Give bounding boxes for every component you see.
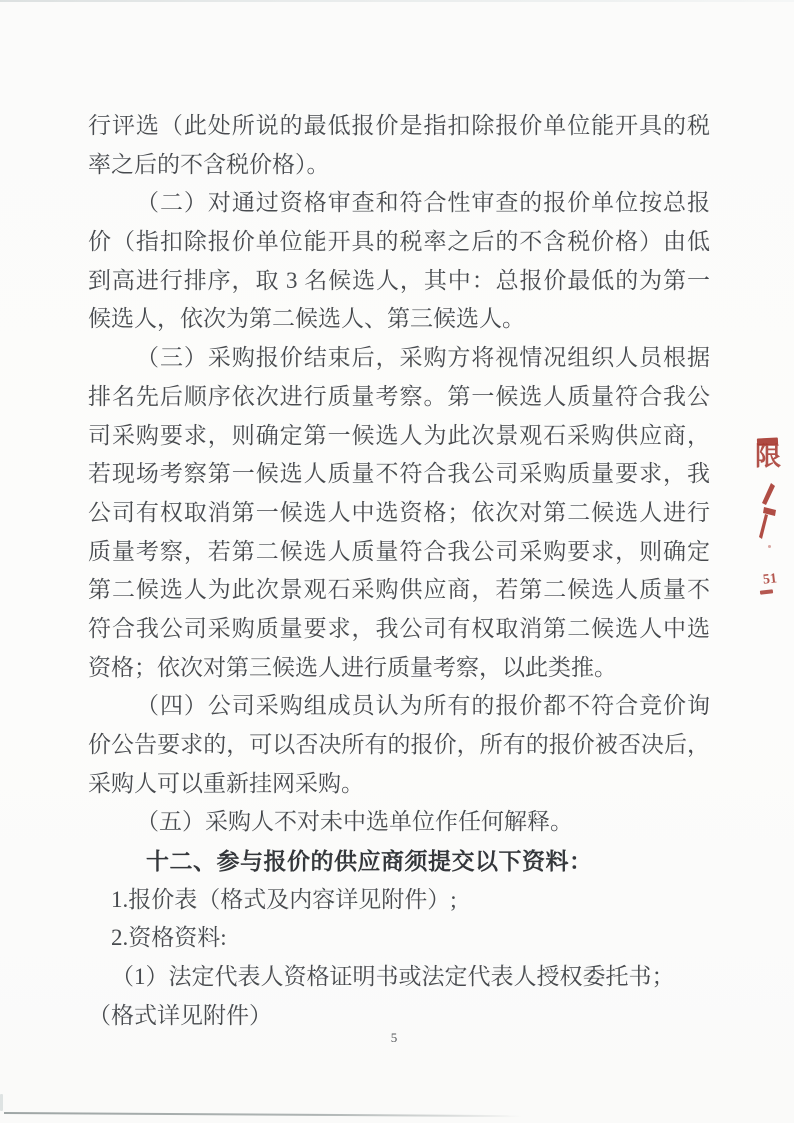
seal-fragment-underbar bbox=[760, 589, 773, 594]
body-line: （格式详见附件） bbox=[88, 1002, 272, 1028]
section-heading: 十二、参与报价的供应商须提交以下资料： bbox=[146, 848, 593, 875]
body-line: 候选人，依次为第二候选人、第三候选人。 bbox=[88, 306, 525, 332]
scan-edge-artifact-top bbox=[0, 0, 794, 2]
body-line: （五）采购人不对未中选单位作任何解释。 bbox=[136, 809, 573, 835]
body-line: 价公告要求的，可以否决所有的报价，所有的报价被否决后， bbox=[88, 732, 710, 757]
body-line: （四）公司采购组成员认为所有的报价都不符合竞价询 bbox=[136, 693, 710, 719]
document-body bbox=[88, 107, 710, 1036]
body-line: 符合我公司采购质量要求，我公司有权取消第二候选人中选 bbox=[88, 615, 710, 641]
body-line: 率之后的不含税价格）。 bbox=[88, 151, 330, 177]
page-number: 5 bbox=[390, 1030, 398, 1045]
body-line: 公司有权取消第一候选人中选资格；依次对第二候选人进行 bbox=[88, 499, 710, 525]
seal-fragment-dot bbox=[768, 545, 771, 548]
body-line: 第二候选人为此次景观石采购供应商，若第二候选人质量不 bbox=[88, 577, 710, 603]
body-line: 司采购要求，则确定第一候选人为此次景观石采购供应商， bbox=[88, 422, 710, 448]
body-line: （二）对通过资格审查和符合性审查的报价单位按总报 bbox=[136, 190, 710, 216]
body-line: 采购人可以重新挂网采购。 bbox=[88, 770, 364, 796]
body-line: 排名先后顺序依次进行质量考察。第一候选人质量符合我公 bbox=[88, 383, 710, 409]
body-line: 行评选（此处所说的最低报价是指扣除报价单位能开具的税 bbox=[88, 113, 710, 138]
seal-fragment-char: 限 bbox=[755, 442, 782, 471]
body-line: （三）采购报价结束后，采购方将视情况组织人员根据 bbox=[136, 345, 710, 371]
seal-fragment-numerals: 51 bbox=[762, 571, 778, 588]
body-line: 质量考察，若第二候选人质量符合我公司采购要求，则确定 bbox=[88, 538, 710, 564]
body-line: 到高进行排序，取 3 名候选人，其中：总报价最低的为第一 bbox=[88, 267, 710, 293]
seal-fragment-stroke-icon bbox=[757, 483, 777, 544]
body-line: 价（指扣除报价单位能开具的税率之后的不含税价格）由低 bbox=[88, 229, 710, 255]
body-line: 2.资格资料: bbox=[111, 925, 227, 951]
body-line: 资格；依次对第三候选人进行质量考察，以此类推。 bbox=[88, 654, 617, 680]
body-line: （1）法定代表人资格证明书或法定代表人授权委托书； bbox=[111, 964, 675, 990]
body-line: 若现场考察第一候选人质量不符合我公司采购质量要求，我 bbox=[88, 461, 710, 487]
scan-artifact-line bbox=[4, 1112, 522, 1117]
body-line: 1.报价表（格式及内容详见附件）; bbox=[111, 886, 457, 912]
scan-artifact-smudge bbox=[0, 1094, 3, 1111]
